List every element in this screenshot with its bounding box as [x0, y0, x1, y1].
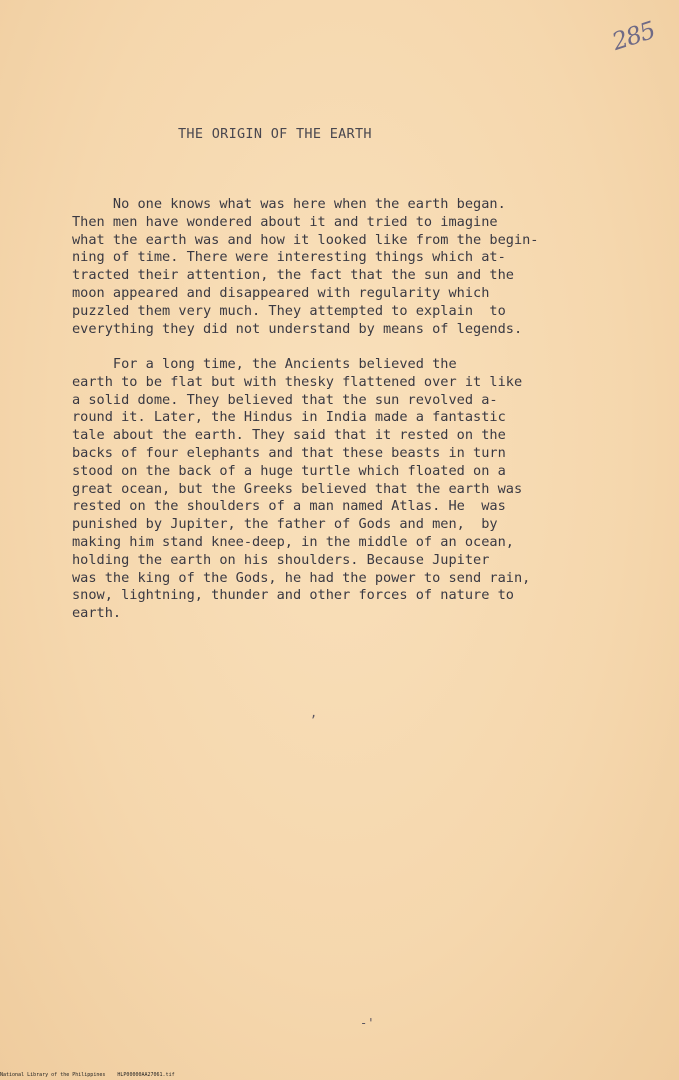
ink-speck: , — [310, 706, 318, 720]
text-line: For a long time, the Ancients believed the — [72, 356, 457, 372]
text-line: tale about the earth. They said that it rested on the — [72, 427, 506, 444]
text-line: tracted their attention, the fact that the sun and the — [72, 267, 514, 284]
text-line: holding the earth on his shoulders. Because Jupiter — [72, 551, 490, 568]
text-line: earth to be flat but with thesky flattened over it like — [72, 373, 523, 390]
text-line: snow, lightning, thunder and other forces of nature to — [72, 587, 514, 604]
document-title: THE ORIGIN OF THE EARTH — [178, 126, 372, 142]
paragraph-2 — [72, 356, 612, 623]
text-line: moon appeared and disappeared with regularity which — [72, 284, 490, 301]
scan-footer: National Library of the Philippines HLP00000AA27061.tif — [0, 1072, 175, 1078]
text-line: ning of time. There were interesting things which at- — [72, 249, 506, 266]
text-line: round it. Later, the Hindus in India made a fantastic — [72, 409, 506, 426]
text-line: backs of four elephants and that these beasts in turn — [72, 444, 506, 461]
text-line: making him stand knee-deep, in the middle of an ocean, — [72, 533, 514, 550]
text-line: punished by Jupiter, the father of Gods and men, by — [72, 516, 498, 533]
text-line: great ocean, but the Greeks believed that the earth was — [72, 480, 523, 497]
text-line: earth. — [72, 605, 122, 622]
text-line: stood on the back of a huge turtle which floated on a — [72, 462, 506, 479]
text-line: a solid dome. They believed that the sun revolved a- — [72, 391, 498, 408]
text-line: what the earth was and how it looked like from the begin- — [72, 231, 539, 248]
text-line: Then men have wondered about it and tried to imagine — [72, 213, 498, 230]
paragraph-1 — [72, 196, 612, 338]
text-line: everything they did not understand by means of legends. — [72, 320, 523, 337]
text-line: was the king of the Gods, he had the power to send rain, — [72, 569, 531, 586]
ink-speck: -' — [360, 1016, 375, 1030]
page-number: 285 — [608, 16, 659, 56]
text-line: puzzled them very much. They attempted to explain to — [72, 302, 506, 319]
text-line: No one knows what was here when the earth began. — [72, 196, 506, 212]
text-line: rested on the shoulders of a man named Atlas. He was — [72, 498, 506, 515]
